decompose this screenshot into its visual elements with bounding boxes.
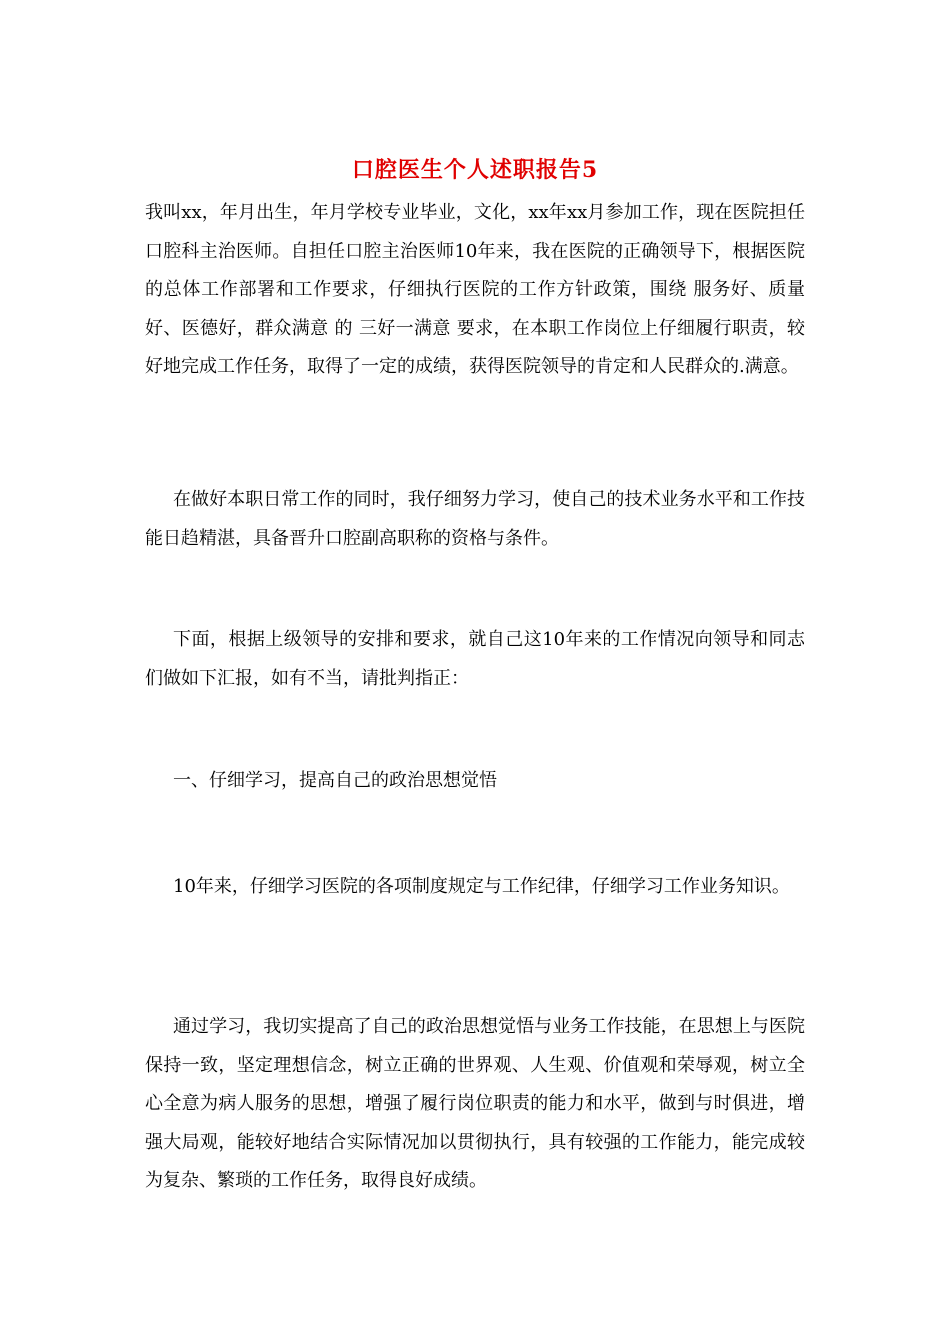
paragraph-text: 10年来，仔细学习医院的各项制度规定与工作纪律，仔细学习工作业务知识。 xyxy=(173,876,790,897)
paragraph-text: 我叫xx，年月出生，年月学校专业毕业，文化，xx年xx月参加工作，现在医院担任口腔科主治医师。自担任口腔主治医师10年来，我在医院的正确领导下，根据医院的总体工作部署和工作要求，仔细执行医院的工作方针政策，围绕 服务好、质量好、医德好，群众满意 的 三好一满意 要求，在本职工作岗位上仔细履行职责，较好地完成工作任务，取得了一定的成绩，获得医院领导的肯定和人民群众的.满意。 xyxy=(145,202,805,377)
paragraph-text: 下面，根据上级领导的安排和要求，就自己这10年来的工作情况向领导和同志们做如下汇报，如有不当，请批判指正： xyxy=(145,629,805,689)
paragraph-study xyxy=(145,481,805,558)
document-title: 口腔医生个人述职报告5 xyxy=(351,157,599,183)
paragraph-learning xyxy=(145,868,805,907)
paragraph-results xyxy=(145,1008,805,1201)
paragraph-intro xyxy=(145,194,805,387)
paragraph-text: 通过学习，我切实提高了自己的政治思想觉悟与业务工作技能，在思想上与医院保持一致，坚定理想信念，树立正确的世界观、人生观、价值观和荣辱观，树立全心全意为病人服务的思想，增强了履行岗位职责的能力和水平，做到与时俱进，增强大局观，能较好地结合实际情况加以贯彻执行，具有较强的工作能力，能完成较为复杂、繁琐的工作任务，取得良好成绩。 xyxy=(145,1016,805,1191)
paragraph-report-intro xyxy=(145,621,805,698)
section-heading-text: 一、仔细学习，提高自己的政治思想觉悟 xyxy=(173,770,497,791)
paragraph-text: 在做好本职日常工作的同时，我仔细努力学习，使自己的技术业务水平和工作技能日趋精湛，具备晋升口腔副高职称的资格与条件。 xyxy=(145,489,805,549)
section-heading-1 xyxy=(145,762,805,801)
